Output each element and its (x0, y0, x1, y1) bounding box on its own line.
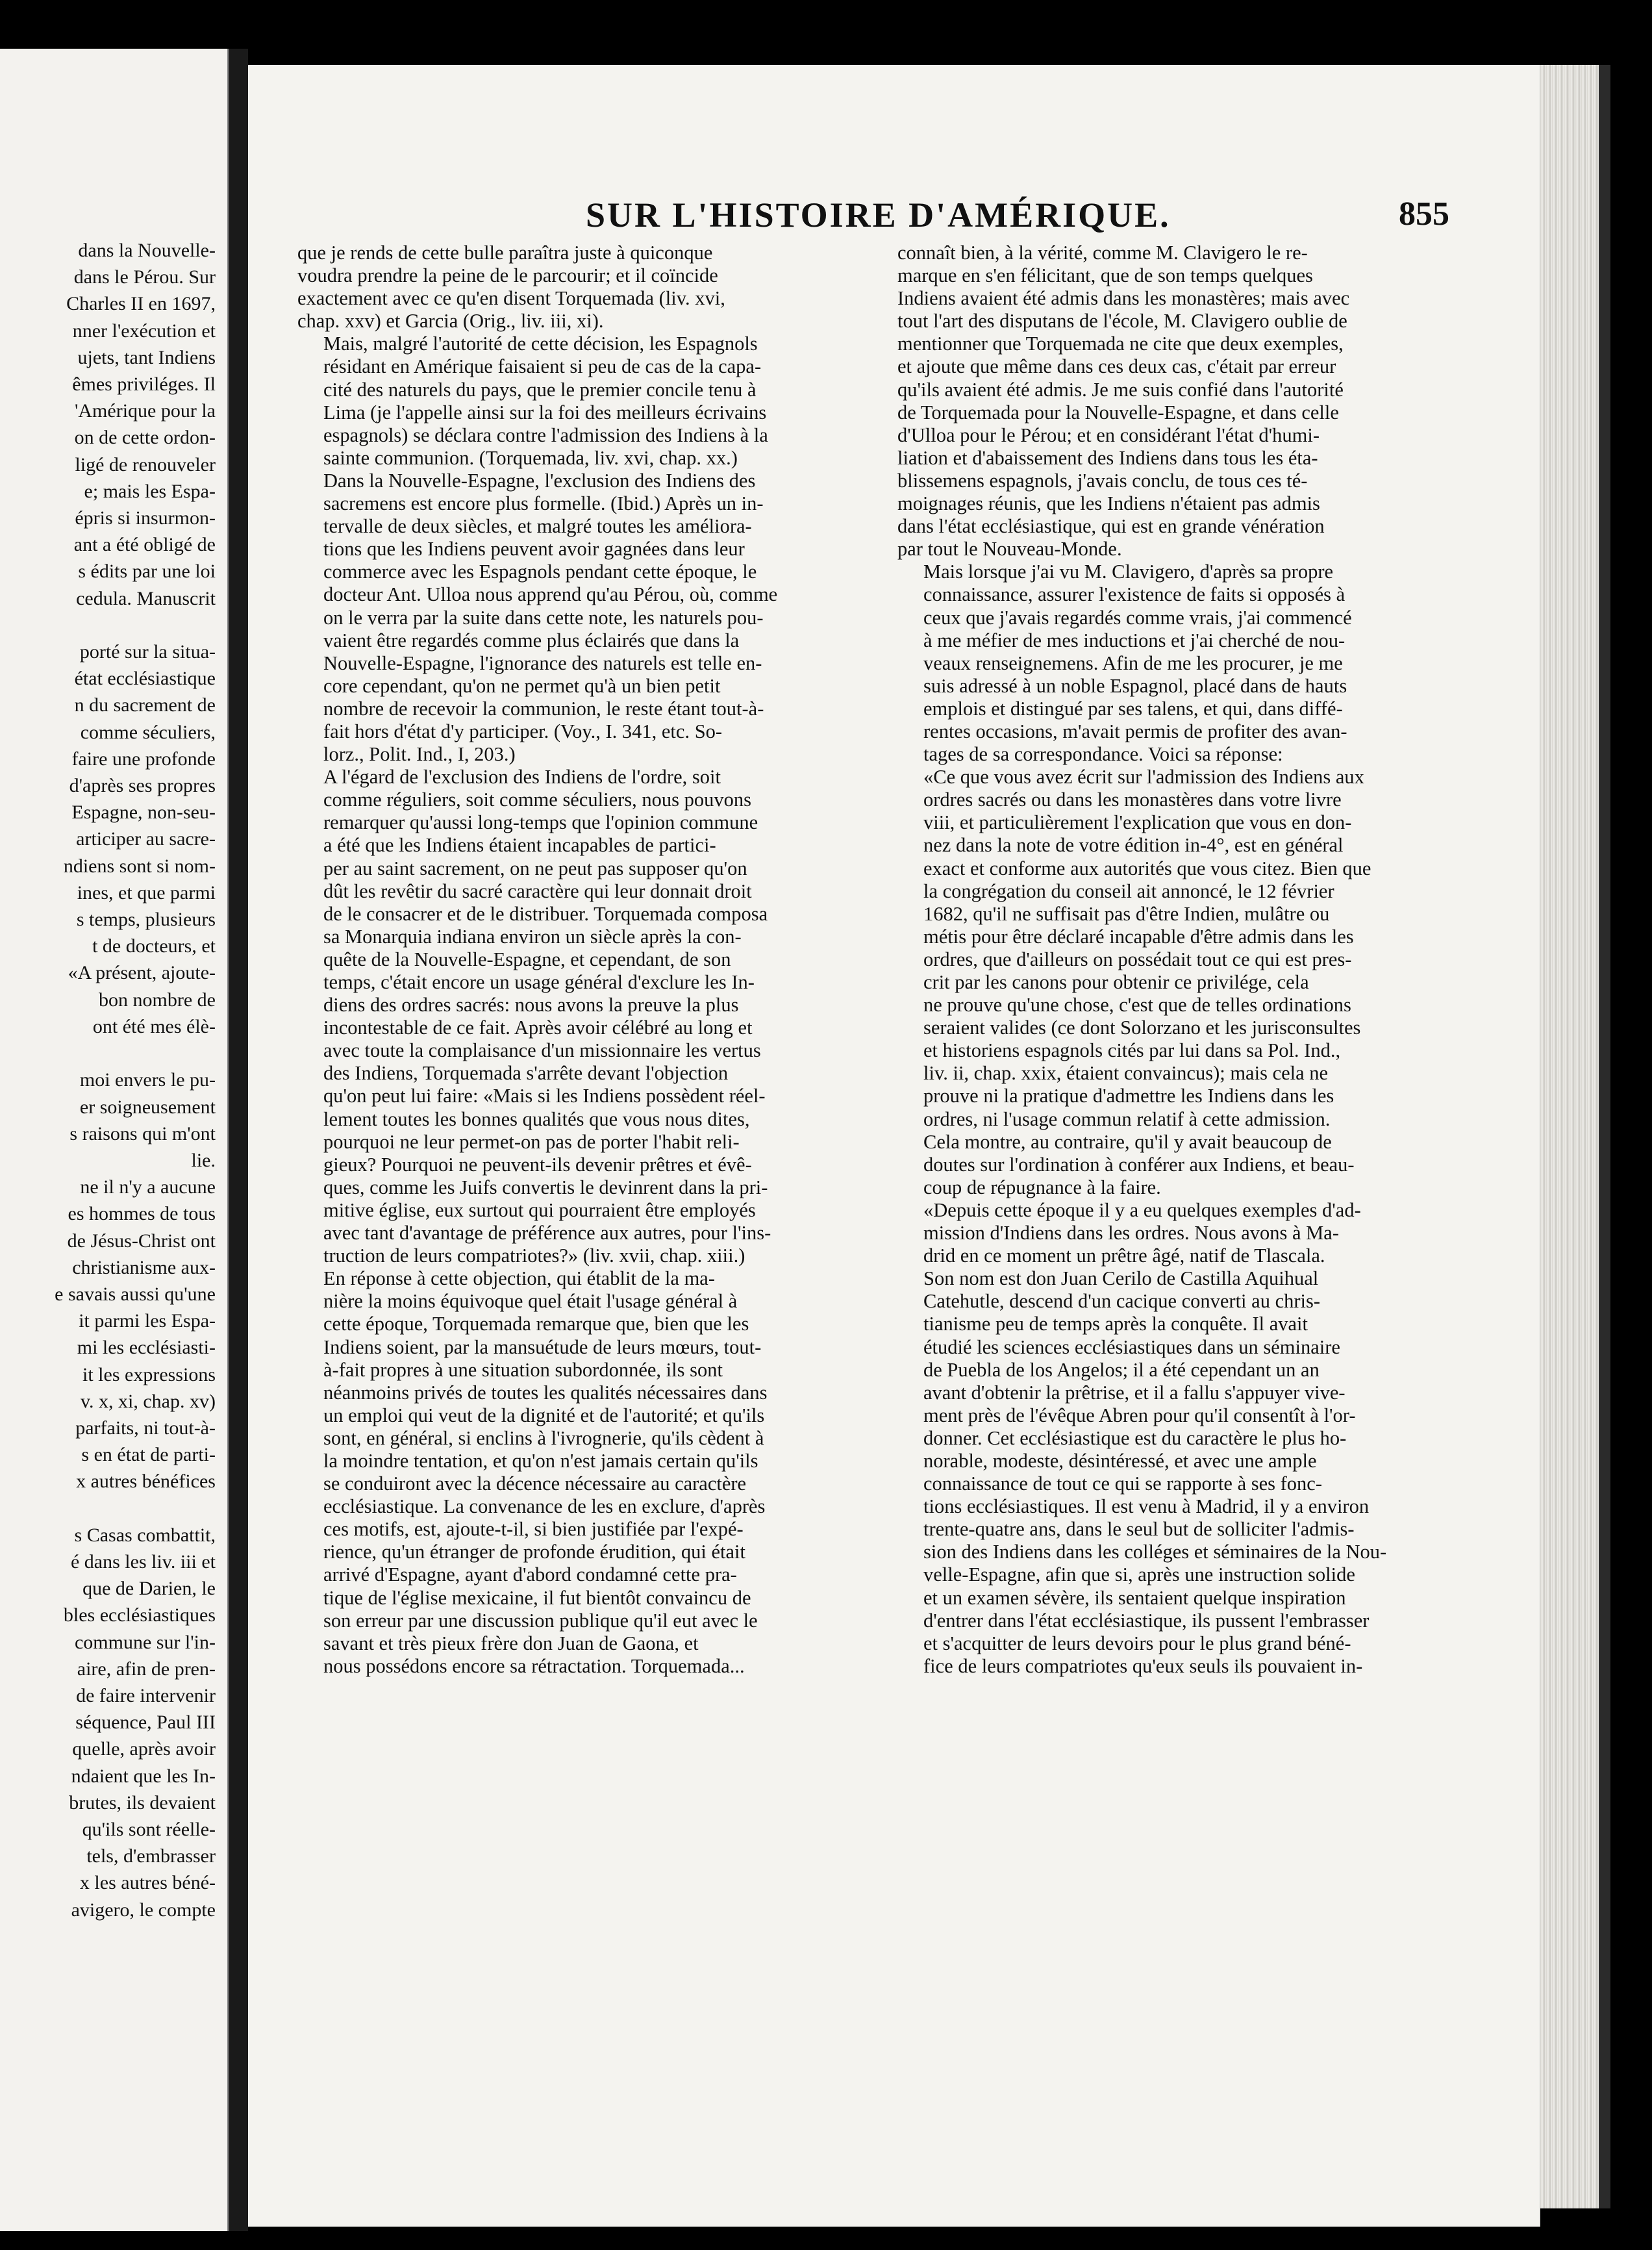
text-line: comme réguliers, soit comme séculiers, nous pouvons (323, 789, 752, 811)
text-line: «Ce que vous avez écrit sur l'admission des Indiens aux (923, 766, 1364, 789)
left-page-line: dans la Nouvelle- (78, 240, 216, 261)
left-page-line: séquence, Paul III (75, 1712, 216, 1734)
text-line: ne prouve qu'une chose, c'est que de telles ordinations (923, 994, 1351, 1017)
text-line: seraient valides (ce dont Solorzano et les jurisconsultes (923, 1017, 1361, 1039)
text-line: sacremens est encore plus formelle. (Ibid.) Après un in- (323, 492, 764, 515)
text-line: doutes sur l'ordination à conférer aux Indiens, et beau- (923, 1153, 1355, 1176)
text-line: exact et conforme aux autorités que vous citez. Bien que (923, 857, 1371, 879)
text-line: rience, qu'un étranger de profonde érudition, qui était (323, 1541, 745, 1563)
text-line: emplois et distingué par ses talens, et qui, dans diffé- (923, 697, 1343, 720)
text-line: donner. Cet ecclésiastique est du caractère le plus ho- (923, 1426, 1347, 1449)
text-line: pourquoi ne leur permet-on pas de porter l'habit reli- (323, 1130, 740, 1153)
text-line: ment près de l'évêque Abren pour qu'il consentît à l'or- (923, 1404, 1356, 1426)
text-line: dût les revêtir du sacré caractère qui leur donnait droit (323, 879, 752, 902)
left-page-line: ines, et que parmi (77, 881, 216, 904)
left-page-line: es hommes de tous (68, 1203, 216, 1225)
text-line: avec tant d'avantage de préférence aux autres, pour l'ins- (323, 1222, 771, 1245)
left-page-line: ant a été obligé de (73, 534, 216, 556)
text-line: suis adressé à un noble Espagnol, placé dans de hauts (923, 674, 1347, 697)
text-line: ordres sacrés ou dans les monastères dans votre livre (923, 789, 1342, 811)
text-line: tique de l'église mexicaine, il fut bientôt convaincu de (323, 1586, 751, 1609)
page-header (248, 195, 1540, 234)
paragraph (297, 242, 853, 333)
paragraph (297, 470, 853, 766)
left-page-line: Espagne, non-seu- (71, 802, 216, 824)
text-line: crit par les canons pour obtenir ce privilége, cela (923, 971, 1309, 993)
text-line: docteur Ant. Ulloa nous apprend qu'au Pérou, où, comme (323, 583, 778, 606)
left-page-line: brutes, ils devaient (69, 1791, 216, 1814)
text-line: cette époque, Torquemada remarque que, bien que les (323, 1313, 749, 1335)
text-line: sainte communion. (Torquemada, liv. xvi, chap. xx.) (323, 446, 738, 469)
left-page-line: s en état de parti- (81, 1444, 216, 1466)
left-page-line (1, 612, 216, 638)
text-line: espagnols) se déclara contre l'admission des Indiens à la (323, 423, 768, 446)
text-line: per au saint sacrement, on ne peut pas supposer qu'on (323, 857, 747, 879)
left-page-line: Charles II en 1697, (66, 293, 216, 315)
left-page-line: er soigneusement (79, 1096, 216, 1118)
left-page-line: it les expressions (82, 1363, 216, 1385)
left-page-line: faire une profonde (71, 748, 216, 770)
left-page-line: ndaient que les In- (71, 1765, 216, 1787)
text-line: tions ecclésiastiques. Il est venu à Madrid, il y a environ (923, 1495, 1370, 1518)
text-line: Dans la Nouvelle-Espagne, l'exclusion des Indiens des (323, 469, 756, 492)
left-page-line (1, 1040, 216, 1067)
left-page-line: ujets, tant Indiens (77, 346, 216, 368)
text-line: fait hors d'état d'y participer. (Voy., I. 341, etc. So- (323, 720, 723, 742)
left-page-line: 'Amérique pour la (74, 400, 216, 422)
left-page-line: de faire intervenir (76, 1684, 216, 1706)
left-page-line: mi les ecclésiasti- (77, 1337, 216, 1359)
left-page-line: t de docteurs, et (92, 935, 216, 957)
text-line: connaissance de tout ce qui se rapporte à ses fonc- (923, 1473, 1322, 1495)
text-line: gieux? Pourquoi ne peuvent-ils devenir prêtres et évê- (323, 1153, 752, 1176)
left-page-line: épris si insurmon- (75, 507, 216, 529)
left-page-line: cedula. Manuscrit (76, 587, 216, 609)
text-line: 1682, qu'il ne suffisait pas d'être Indien, mulâtre ou (923, 902, 1330, 925)
running-title: SUR L'HISTOIRE D'AMÉRIQUE. (586, 196, 1171, 234)
left-page-line: bles ecclésiastiques (63, 1604, 216, 1626)
text-line: qu'on peut lui faire: «Mais si les Indiens possèdent réel- (323, 1085, 766, 1107)
text-line: nombre de recevoir la communion, le reste étant tout-à- (323, 697, 764, 720)
text-line: velle-Espagne, afin que si, après une instruction solide (923, 1563, 1355, 1586)
text-line: quête de la Nouvelle-Espagne, et cependant, de son (323, 948, 731, 970)
text-column-left (297, 242, 853, 1678)
text-line: Indiens avaient été admis dans les monastères; mais avec (897, 287, 1350, 310)
left-page-line: on de cette ordon- (74, 427, 216, 449)
left-page-fragment (0, 49, 229, 2231)
right-page (248, 65, 1540, 2227)
text-line: nière la moins équivoque quel était l'usage général à (323, 1290, 738, 1313)
text-line: nous possédons encore sa rétractation. Torquemada... (323, 1654, 745, 1677)
text-line: temps, c'était encore un usage général d'exclure les In- (323, 971, 755, 993)
text-line: la congrégation du conseil ait annoncé, le 12 février (923, 879, 1334, 902)
left-page-line: moi envers le pu- (79, 1069, 216, 1091)
text-line: son erreur par une discussion publique qu'il eut avec le (323, 1609, 758, 1632)
text-line: tianisme peu de temps après la conquête. Il avait (923, 1313, 1308, 1335)
text-line: tervalle de deux siècles, et malgré toutes les améliora- (323, 515, 752, 538)
text-line: viii, et particulièrement l'explication que vous en don- (923, 811, 1352, 834)
left-page-line: aire, afin de pren- (77, 1658, 216, 1680)
text-line: mission d'Indiens dans les ordres. Nous avons à Ma- (923, 1222, 1339, 1245)
left-page-line: tels, d'embrasser (86, 1845, 216, 1867)
left-page-line: é dans les liv. iii et (70, 1550, 216, 1573)
left-page-line: christianisme aux- (72, 1256, 216, 1278)
left-page-line: s raisons qui m'ont (69, 1122, 216, 1144)
text-line: a été que les Indiens étaient incapables de partici- (323, 834, 716, 857)
text-line: ceux que j'avais regardés comme vrais, j'ai commencé (923, 606, 1352, 629)
text-line: Catehutle, descend d'un cacique converti au chris- (923, 1290, 1321, 1313)
page-number: 855 (1399, 196, 1449, 233)
text-line: à me méfier de mes inductions et j'ai cherché de nou- (923, 629, 1345, 651)
left-page-line: ndiens sont si nom- (63, 855, 216, 877)
text-line: mentionner que Torquemada ne cite que deux exemples, (897, 333, 1344, 355)
text-line: truction de leurs compatriotes?» (liv. xvii, chap. xiii.) (323, 1245, 745, 1267)
left-page-line: e savais aussi qu'une (55, 1283, 216, 1305)
text-line: lement toutes les bonnes qualités que vous nous dites, (323, 1107, 750, 1130)
left-page-line: êmes priviléges. Il (72, 373, 216, 396)
text-line: norable, modeste, désintéressé, et avec une ample (923, 1449, 1317, 1472)
left-page-line: que de Darien, le (82, 1578, 216, 1600)
text-line: moignages réunis, que les Indiens n'étaient pas admis (897, 492, 1320, 515)
text-line: vaient être regardés comme plus éclairés que dans la (323, 629, 740, 651)
text-line: «Depuis cette époque il y a eu quelques exemples d'ad- (923, 1198, 1361, 1221)
text-line: trente-quatre ans, dans le seul but de solliciter l'admis- (923, 1518, 1355, 1541)
text-line: fice de leurs compatriotes qu'eux seuls ils pouvaient in- (923, 1654, 1363, 1677)
text-line: sa Monarquia indiana environ un siècle après la con- (323, 925, 742, 948)
left-page-line: x autres bénéfices (76, 1471, 216, 1493)
paragraph (897, 561, 1453, 766)
left-page-line: e; mais les Espa- (84, 480, 216, 502)
text-line: à-fait propres à une situation subordonnée, ils sont (323, 1358, 723, 1381)
text-line: métis pour être déclaré incapable d'être admis dans les (923, 925, 1354, 948)
text-line: remarquer qu'aussi long-temps que l'opinion commune (323, 811, 758, 834)
text-line: sion des Indiens dans les colléges et séminaires de la Nou- (923, 1541, 1387, 1563)
text-line: de le consacrer et de le distribuer. Torquemada composa (323, 902, 768, 925)
text-line: liv. ii, chap. xxix, étaient convaincus); mais cela ne (923, 1062, 1329, 1085)
left-page-line: qu'ils sont réelle- (82, 1818, 216, 1840)
text-line: et historiens espagnols cités par lui dans sa Pol. Ind., (923, 1039, 1341, 1062)
text-line: et ajoute que même dans ces deux cas, c'était par erreur (897, 355, 1336, 378)
text-line: exactement avec ce qu'en disent Torquemada (liv. xvi, (297, 287, 725, 310)
left-page-line: v. x, xi, chap. xv) (80, 1390, 216, 1412)
text-line: Son nom est don Juan Cerilo de Castilla Aquihual (923, 1267, 1319, 1290)
text-line: liation et d'abaissement des Indiens dans tous les éta- (897, 446, 1318, 469)
text-line: avant d'obtenir la prêtrise, et il a fallu s'appuyer vive- (923, 1381, 1345, 1404)
text-line: connaît bien, à la vérité, comme M. Clavigero le re- (897, 242, 1308, 264)
text-line: coup de répugnance à la faire. (923, 1176, 1161, 1198)
left-page-text (1, 237, 216, 1923)
text-line: core cependant, qu'on ne permet qu'à un bien petit (323, 674, 721, 697)
text-line: ordres, que d'ailleurs on possédait tout ce qui est pres- (923, 948, 1352, 970)
left-page-line: s édits par une loi (78, 561, 216, 583)
text-line: et s'acquitter de leurs devoirs pour le plus grand béné- (923, 1632, 1351, 1654)
text-line: un emploi qui veut de la dignité et de l'autorité; et qu'ils (323, 1404, 765, 1426)
text-line: Lima (je l'appelle ainsi sur la foi des meilleurs écrivains (323, 401, 767, 423)
left-page-line: quelle, après avoir (72, 1738, 216, 1760)
text-line: Mais, malgré l'autorité de cette décision, les Espagnols (323, 333, 758, 355)
text-line: Nouvelle-Espagne, l'ignorance des naturels est telle en- (323, 651, 762, 674)
text-line: diens des ordres sacrés: nous avons la preuve la plus (323, 994, 739, 1017)
left-page-line: it parmi les Espa- (79, 1310, 216, 1332)
text-line: par tout le Nouveau-Monde. (897, 538, 1122, 561)
text-line: prouve ni la pratique d'admettre les Indiens dans les (923, 1085, 1334, 1107)
text-line: Mais lorsque j'ai vu M. Clavigero, d'après sa propre (923, 561, 1334, 583)
left-page-line (1, 1495, 216, 1522)
text-line: tout l'art des disputans de l'école, M. Clavigero oublie de (897, 310, 1347, 333)
text-line: ecclésiastique. La convenance de les en exclure, d'après (323, 1495, 766, 1518)
text-line: mitive église, eux surtout qui pourraient être employés (323, 1198, 756, 1221)
text-line: néanmoins privés de toutes les qualités nécessaires dans (323, 1381, 768, 1404)
left-page-line: n du sacrement de (74, 694, 216, 716)
left-page-line: porté sur la situa- (79, 641, 216, 663)
text-line: d'entrer dans l'état ecclésiastique, ils pussent l'embrasser (923, 1609, 1370, 1632)
text-line: blissemens espagnols, j'avais conclu, de tous ces té- (897, 469, 1308, 492)
text-line: d'Ulloa pour le Pérou; et en considérant l'état d'humi- (897, 423, 1320, 446)
left-page-line: «A présent, ajoute- (68, 962, 216, 984)
page-edges (1540, 65, 1599, 2208)
left-page-line: ne il n'y a aucune (80, 1176, 216, 1198)
text-line: de Torquemada pour la Nouvelle-Espagne, et dans celle (897, 401, 1339, 423)
text-line: marque en s'en félicitant, que de son temps quelques (897, 264, 1313, 287)
left-page-line: s Casas combattit, (74, 1524, 216, 1546)
text-line: En réponse à cette objection, qui établit de la ma- (323, 1267, 715, 1290)
text-line: arrivé d'Espagne, ayant d'abord condamné cette pra- (323, 1563, 737, 1586)
left-page-line: comme séculiers, (80, 721, 216, 743)
text-line: lorz., Polit. Ind., I, 203.) (323, 743, 516, 766)
text-line: cité des naturels du pays, que le premier concile tenu à (323, 378, 757, 401)
text-line: des Indiens, Torquemada s'arrête devant l'objection (323, 1062, 729, 1085)
text-line: dans l'état ecclésiastique, qui est en grande vénération (897, 515, 1325, 538)
text-line: tions que les Indiens peuvent avoir gagnées dans leur (323, 538, 745, 561)
book-gutter (229, 49, 248, 2231)
text-line: ordres, ni l'usage commun relatif à cette admission. (923, 1107, 1331, 1130)
left-page-line: état ecclésiastique (74, 668, 216, 690)
text-line: et un examen sévère, ils sentaient quelque inspiration (923, 1586, 1346, 1609)
text-line: on le verra par la suite dans cette note, les naturels pou- (323, 606, 764, 629)
text-line: avec toute la complaisance d'un missionnaire les vertus (323, 1039, 761, 1062)
paragraph (897, 242, 1453, 561)
text-line: que je rends de cette bulle paraîtra juste à quiconque (297, 242, 713, 264)
left-page-line: lie. (191, 1149, 216, 1171)
text-line: tages de sa correspondance. Voici sa réponse: (923, 743, 1283, 766)
paragraph (297, 766, 853, 1267)
left-page-line: dans le Pérou. Sur (73, 266, 216, 288)
left-page-line: articiper au sacre- (76, 828, 216, 850)
text-line: étudié les sciences ecclésiastiques dans un séminaire (923, 1335, 1340, 1358)
left-page-line: parfaits, ni tout-à- (75, 1417, 216, 1439)
text-line: qu'ils avaient été admis. Je me suis confié dans l'autorité (897, 378, 1344, 401)
text-line: ques, comme les Juifs convertis le devinrent dans la pri- (323, 1176, 768, 1198)
text-line: chap. xxv) et Garcia (Orig., liv. iii, xi). (297, 310, 604, 333)
text-line: rentes occasions, m'avait permis de profiter des avan- (923, 720, 1347, 742)
text-line: voudra prendre la peine de le parcourir; et il coïncide (297, 264, 718, 287)
text-line: veaux renseignemens. Afin de me les procurer, je me (923, 651, 1343, 674)
left-page-line: x les autres béné- (79, 1872, 216, 1894)
text-line: de Puebla de los Angelos; il a été cependant un an (923, 1358, 1320, 1381)
paragraph (897, 766, 1453, 1199)
left-page-line: ligé de renouveler (75, 453, 216, 475)
text-line: commerce avec les Espagnols pendant cette époque, le (323, 561, 757, 583)
text-line: drid en ce moment un prêtre âgé, natif de Tlascala. (923, 1245, 1325, 1267)
paragraph (897, 1199, 1453, 1678)
left-page-line: ont été mes élè- (92, 1015, 216, 1037)
text-line: savant et très pieux frère don Juan de Gaona, et (323, 1632, 699, 1654)
text-line: sont, en général, si enclins à l'ivrognerie, qu'ils cèdent à (323, 1426, 764, 1449)
text-column-right (897, 242, 1453, 1678)
text-line: nez dans la note de votre édition in-4°, est en général (923, 834, 1344, 857)
paragraph (297, 333, 853, 470)
text-line: connaissance, assurer l'existence de faits si opposés à (923, 583, 1345, 606)
left-page-line: nner l'exécution et (72, 320, 216, 342)
left-page-line: de Jésus-Christ ont (67, 1230, 216, 1252)
left-page-line: avigero, le compte (71, 1899, 216, 1921)
left-page-line: commune sur l'in- (74, 1631, 216, 1653)
text-line: A l'égard de l'exclusion des Indiens de l'ordre, soit (323, 766, 721, 789)
text-line: Indiens soient, par la mansuétude de leurs mœurs, tout- (323, 1335, 762, 1358)
text-line: la moindre tentation, et qu'on n'est jamais certain qu'ils (323, 1449, 758, 1472)
left-page-line: bon nombre de (99, 989, 216, 1011)
book-cover-edge (1599, 65, 1610, 2208)
text-line: Cela montre, au contraire, qu'il y avait beaucoup de (923, 1130, 1332, 1153)
text-line: se conduiront avec la décence nécessaire au caractère (323, 1473, 747, 1495)
left-page-line: s temps, plusieurs (76, 909, 216, 931)
text-line: incontestable de ce fait. Après avoir célébré au long et (323, 1017, 753, 1039)
paragraph (297, 1267, 853, 1678)
text-line: résidant en Amérique faisaient si peu de cas de la capa- (323, 355, 762, 378)
left-page-line: d'après ses propres (69, 775, 216, 797)
text-line: ces motifs, est, ajoute-t-il, si bien justifiée par l'expé- (323, 1518, 744, 1541)
